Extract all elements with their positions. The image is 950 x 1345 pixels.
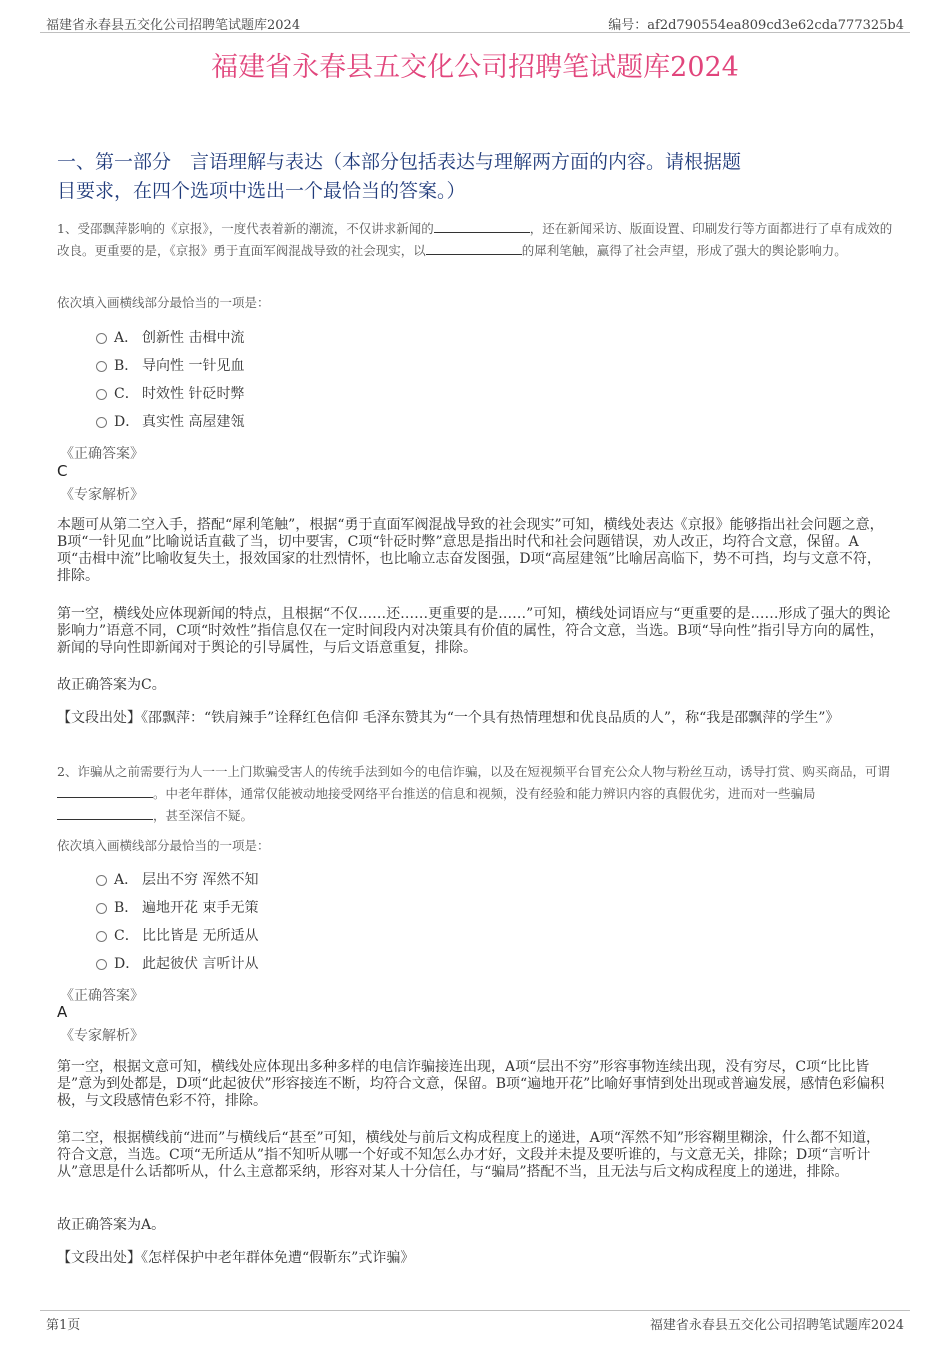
radio-icon[interactable] <box>96 333 107 344</box>
q2-prompt: 依次填入画横线部分最恰当的一项是： <box>57 838 270 853</box>
q1-text-part3: 成效的改良。更重要的是，《京报》勇于直面军阀混战导致的社会现实，以 <box>57 221 893 258</box>
q1-answer: C <box>57 462 68 480</box>
q2-option-b[interactable]: B． 遍地开花 束手无策 <box>96 897 258 919</box>
footer-divider <box>40 1310 910 1311</box>
q1-text-part4: 的犀利笔触，赢得了社会声望，形成了强大的舆论 <box>521 243 797 258</box>
q2-analysis-label: 《专家解析》 <box>60 1028 144 1044</box>
radio-icon[interactable] <box>96 389 107 400</box>
q1-blank-2 <box>426 242 522 255</box>
q2-option-a[interactable]: A． 层出不穷 浑然不知 <box>96 869 258 891</box>
q2-text-part2: 品，可谓 <box>839 764 890 779</box>
q2-source: 【文段出处】《怎样保护中老年群体免遭“假靳东”式诈骗》 <box>57 1250 415 1266</box>
q2-answer-label: 《正确答案》 <box>60 988 144 1004</box>
q1-answer-label: 《正确答案》 <box>60 446 144 462</box>
q2-option-c[interactable]: C． 比比皆是 无所适从 <box>96 925 258 947</box>
q1-option-d[interactable]: D． 真实性 高屋建瓴 <box>96 411 244 433</box>
q2-option-d[interactable]: D． 此起彼伏 言听计从 <box>96 953 258 975</box>
section-heading-line2: 目要求，在四个选项中选出一个最恰当的答案。） <box>57 180 466 202</box>
q1-analysis-label: 《专家解析》 <box>60 487 144 503</box>
section-heading <box>57 148 897 206</box>
q1-option-a[interactable]: A． 创新性 击楫中流 <box>96 327 244 349</box>
radio-icon[interactable] <box>96 875 107 886</box>
q1-analysis-para-2: 第一空，横线处应体现新闻的特点，且根据“不仅……还……更重要的是……”可知，横线处词语应与“更重要的是……形成了强大的舆论影响力”语意不同，C项“时效性”指信息仅在一定时间段内对决策具有价值的属性，符合文意，当选。B项“导向性”指引导方向的属性，新闻的导向性即新闻对于舆论的引导属性，与后文语意重复，排除。 <box>57 606 891 656</box>
header-doc-title: 福建省永春县五交化公司招聘笔试题库2024 <box>46 18 301 33</box>
q1-source: 【文段出处】《邵飘萍：“铁肩辣手”诠释红色信仰 毛泽东赞其为“一个具有热情理想和优良品质的人”，称“我是邵飘萍的学生”》 <box>57 710 840 726</box>
q1-text-part2: ，还在新闻采访、版面设置、印刷发行等方面都进行了卓有 <box>529 221 855 236</box>
section-heading-line1: 一、第一部分 言语理解与表达（本部分包括表达与理解两方面的内容。请根据题 <box>57 151 742 173</box>
q2-analysis-para-2: 第二空，根据横线前“进而”与横线后“甚至”可知，横线处与前后文构成程度上的递进，A项“浑然不知”形容糊里糊涂，什么都不知道，符合文意，当选。C项“无所适从”指不知听从哪一个好或不知怎么办才好，文段并未提及要听谁的，与文意无关，排除；D项“言听计从”意思是什么话都听从，什么主意都采纳，形容对某人十分信任，与“骗局”搭配不当，且无法与后文构成程度上的递进，排除。 <box>57 1130 881 1180</box>
radio-icon[interactable] <box>96 361 107 372</box>
q2-blank-1 <box>57 785 153 798</box>
q2-text-part5: ，甚至深信不疑。 <box>153 808 254 823</box>
q2-analysis-para-1: 第一空，根据文意可知，横线处应体现出多种多样的电信诈骗接连出现，A项“层出不穷”形容事物连续出现，没有穷尽，C项“比比皆是”意为到处都是，D项“此起彼伏”形容接连不断，均符合文意，保留。B项“遍地开花”比喻好事情到处出现或普遍发展，感情色彩偏积极，与文段感情色彩不符，排除。 <box>57 1059 885 1109</box>
q1-analysis-para-1: 本题可从第二空入手，搭配“犀利笔触”，根据“勇于直面军阀混战导致的社会现实”可知，横线处表达《京报》能够指出社会问题之意，B项“一针见血”比喻说话直截了当，切中要害，C项“针砭时弊”意思是指出时代和社会问题错误，劝人改正，均符合文意，保留。A项“击楫中流”比喻收复失土，报效国家的壮烈情怀，也比喻立志奋发图强，D项“高屋建瓴”比喻居高临下，势不可挡，均与文意不符，排除。 <box>57 517 884 584</box>
q1-prompt: 依次填入画横线部分最恰当的一项是： <box>57 295 270 310</box>
radio-icon[interactable] <box>96 931 107 942</box>
radio-icon[interactable] <box>96 417 107 428</box>
q1-text-part5: 影响力。 <box>796 243 847 258</box>
header-doc-id: 编号：af2d790554ea809cd3e62cda777325b4 <box>608 18 904 33</box>
footer-doc-title: 福建省永春县五交化公司招聘笔试题库2024 <box>649 1318 904 1333</box>
q1-option-b[interactable]: B． 导向性 一针见血 <box>96 355 244 377</box>
q1-text-part1: 1、受邵飘萍影响的《京报》，一度代表着新的潮流，不仅讲求新闻的 <box>57 221 434 236</box>
q2-analysis-para-3: 故正确答案为A。 <box>57 1217 166 1233</box>
q2-text-part3: 。中老年群体，通常仅能被动地接受网络平台推送的信息和视频，没有经验和能力辨识内容的真假优劣，进而对一些 <box>153 786 791 801</box>
q2-text-part1: 2、诈骗从之前需要行为人一一上门欺骗受害人的传统手法到如今的电信诈骗，以及在短视频平台冒充公众人物与粉丝互动，诱导打赏、购买商 <box>57 764 840 779</box>
radio-icon[interactable] <box>96 903 107 914</box>
q1-option-c[interactable]: C． 时效性 针砭时弊 <box>96 383 244 405</box>
q2-blank-2 <box>57 807 153 820</box>
page-title: 福建省永春县五交化公司招聘笔试题库2024 <box>211 52 739 83</box>
radio-icon[interactable] <box>96 959 107 970</box>
q2-text-part4: 骗局 <box>790 786 816 801</box>
header-divider <box>40 32 910 33</box>
q1-blank-1 <box>434 220 530 233</box>
q2-answer: A <box>57 1003 68 1021</box>
page-number: 第1页 <box>46 1318 81 1333</box>
question-1-stem <box>57 218 897 262</box>
question-2-stem <box>57 761 897 827</box>
q1-analysis-para-3: 故正确答案为C。 <box>57 677 166 693</box>
